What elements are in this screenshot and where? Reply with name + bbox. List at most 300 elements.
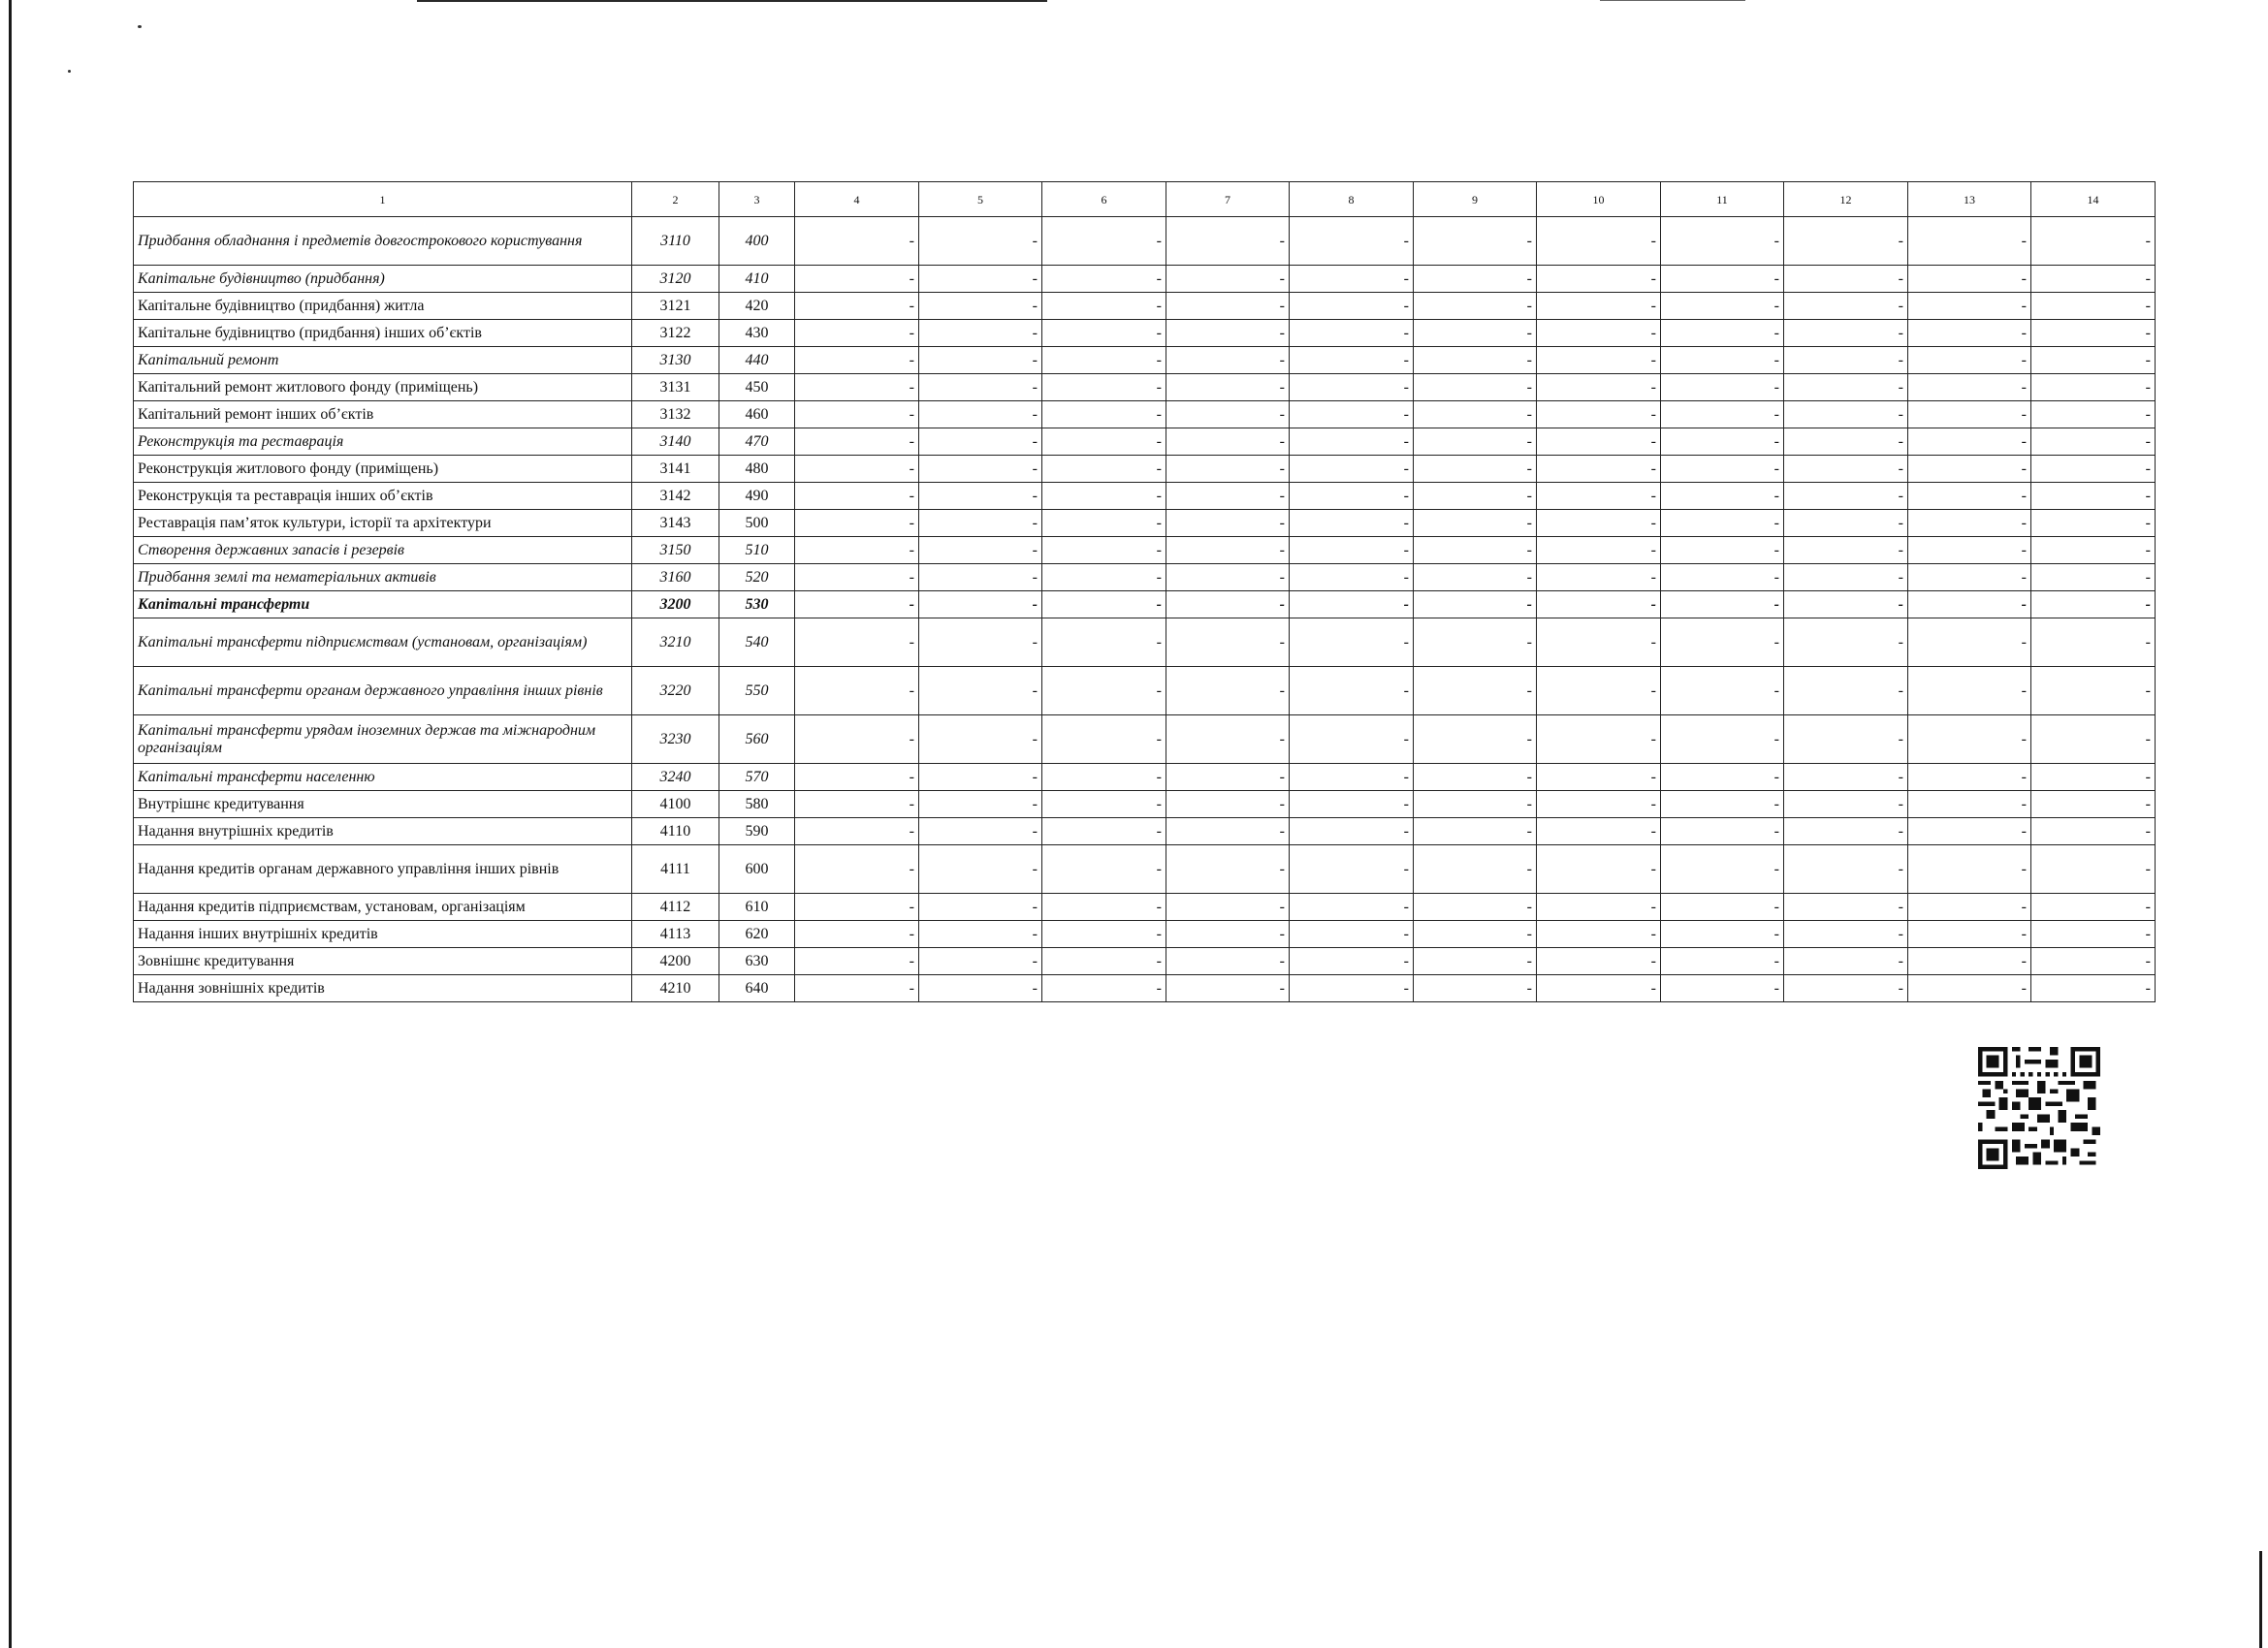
row-line-code: 510 bbox=[719, 537, 795, 564]
row-value-cell: - bbox=[1042, 591, 1166, 618]
row-value-cell: - bbox=[2031, 975, 2156, 1002]
row-kekv-code: 3240 bbox=[632, 764, 719, 791]
row-value-cell: - bbox=[795, 818, 919, 845]
row-kekv-code: 3140 bbox=[632, 428, 719, 456]
row-kekv-code: 4113 bbox=[632, 921, 719, 948]
row-value-cell: - bbox=[1290, 845, 1414, 894]
row-indicator-name: Надання інших внутрішніх кредитів bbox=[134, 921, 632, 948]
row-indicator-name: Зовнішнє кредитування bbox=[134, 948, 632, 975]
row-value-cell: - bbox=[1290, 764, 1414, 791]
row-value-cell: - bbox=[1290, 591, 1414, 618]
row-value-cell: - bbox=[1908, 483, 2031, 510]
row-value-cell: - bbox=[1784, 347, 1908, 374]
row-value-cell: - bbox=[1042, 510, 1166, 537]
row-value-cell: - bbox=[1908, 948, 2031, 975]
row-value-cell: - bbox=[1908, 975, 2031, 1002]
report-table bbox=[133, 181, 2156, 1002]
row-kekv-code: 4111 bbox=[632, 845, 719, 894]
row-value-cell: - bbox=[1166, 217, 1290, 266]
scan-speck bbox=[138, 25, 142, 28]
row-line-code: 420 bbox=[719, 293, 795, 320]
table-row bbox=[134, 975, 2156, 1002]
row-value-cell: - bbox=[795, 428, 919, 456]
row-value-cell: - bbox=[1042, 618, 1166, 667]
row-kekv-code: 3121 bbox=[632, 293, 719, 320]
row-value-cell: - bbox=[1290, 510, 1414, 537]
table-row bbox=[134, 894, 2156, 921]
row-value-cell: - bbox=[1414, 320, 1537, 347]
row-line-code: 480 bbox=[719, 456, 795, 483]
column-number-13: 13 bbox=[1908, 182, 2031, 217]
row-kekv-code: 3142 bbox=[632, 483, 719, 510]
scan-top-line-2 bbox=[1600, 0, 1745, 1]
row-indicator-name: Надання внутрішніх кредитів bbox=[134, 818, 632, 845]
column-number-3: 3 bbox=[719, 182, 795, 217]
row-value-cell: - bbox=[2031, 591, 2156, 618]
row-value-cell: - bbox=[795, 537, 919, 564]
row-value-cell: - bbox=[1042, 537, 1166, 564]
row-value-cell: - bbox=[1661, 764, 1784, 791]
row-indicator-name: Капітальне будівництво (придбання) інших об’єктів bbox=[134, 320, 632, 347]
row-value-cell: - bbox=[1537, 374, 1661, 401]
row-value-cell: - bbox=[1661, 510, 1784, 537]
row-value-cell: - bbox=[1661, 293, 1784, 320]
row-value-cell: - bbox=[919, 948, 1042, 975]
row-value-cell: - bbox=[795, 791, 919, 818]
column-number-6: 6 bbox=[1042, 182, 1166, 217]
row-value-cell: - bbox=[2031, 266, 2156, 293]
row-value-cell: - bbox=[2031, 510, 2156, 537]
row-value-cell: - bbox=[1537, 791, 1661, 818]
row-value-cell: - bbox=[1166, 428, 1290, 456]
row-value-cell: - bbox=[919, 537, 1042, 564]
row-value-cell: - bbox=[1166, 845, 1290, 894]
row-kekv-code: 3110 bbox=[632, 217, 719, 266]
row-value-cell: - bbox=[1414, 764, 1537, 791]
row-indicator-name: Реставрація пам’яток культури, історії та архітектури bbox=[134, 510, 632, 537]
row-value-cell: - bbox=[1166, 715, 1290, 764]
row-line-code: 440 bbox=[719, 347, 795, 374]
row-value-cell: - bbox=[1166, 564, 1290, 591]
row-indicator-name: Капітальні трансферти населенню bbox=[134, 764, 632, 791]
row-indicator-name: Капітальні трансферти органам державного управління інших рівнів bbox=[134, 667, 632, 715]
row-value-cell: - bbox=[2031, 347, 2156, 374]
row-value-cell: - bbox=[1166, 591, 1290, 618]
scan-left-edge bbox=[9, 0, 12, 1648]
row-value-cell: - bbox=[2031, 320, 2156, 347]
row-line-code: 450 bbox=[719, 374, 795, 401]
row-value-cell: - bbox=[1166, 791, 1290, 818]
row-value-cell: - bbox=[1784, 320, 1908, 347]
row-value-cell: - bbox=[1908, 618, 2031, 667]
table-row bbox=[134, 618, 2156, 667]
row-indicator-name: Капітальні трансферти підприємствам (установам, організаціям) bbox=[134, 618, 632, 667]
row-line-code: 500 bbox=[719, 510, 795, 537]
row-value-cell: - bbox=[1166, 975, 1290, 1002]
column-number-9: 9 bbox=[1414, 182, 1537, 217]
row-value-cell: - bbox=[795, 715, 919, 764]
row-value-cell: - bbox=[2031, 401, 2156, 428]
row-value-cell: - bbox=[1908, 456, 2031, 483]
row-value-cell: - bbox=[1784, 266, 1908, 293]
row-value-cell: - bbox=[1042, 266, 1166, 293]
table-row bbox=[134, 667, 2156, 715]
row-value-cell: - bbox=[2031, 217, 2156, 266]
row-value-cell: - bbox=[1784, 894, 1908, 921]
row-value-cell: - bbox=[1537, 456, 1661, 483]
row-value-cell: - bbox=[1166, 483, 1290, 510]
row-kekv-code: 3210 bbox=[632, 618, 719, 667]
row-value-cell: - bbox=[1290, 483, 1414, 510]
row-value-cell: - bbox=[1661, 347, 1784, 374]
row-kekv-code: 4100 bbox=[632, 791, 719, 818]
row-line-code: 640 bbox=[719, 975, 795, 1002]
row-value-cell: - bbox=[1042, 921, 1166, 948]
row-value-cell: - bbox=[1537, 715, 1661, 764]
row-value-cell: - bbox=[919, 894, 1042, 921]
row-value-cell: - bbox=[1414, 293, 1537, 320]
row-value-cell: - bbox=[1661, 564, 1784, 591]
row-kekv-code: 3230 bbox=[632, 715, 719, 764]
row-value-cell: - bbox=[2031, 483, 2156, 510]
row-indicator-name: Придбання обладнання і предметів довгострокового користування bbox=[134, 217, 632, 266]
row-value-cell: - bbox=[795, 401, 919, 428]
row-value-cell: - bbox=[919, 483, 1042, 510]
row-value-cell: - bbox=[1908, 374, 2031, 401]
row-kekv-code: 3131 bbox=[632, 374, 719, 401]
row-value-cell: - bbox=[1908, 428, 2031, 456]
row-value-cell: - bbox=[1784, 428, 1908, 456]
row-value-cell: - bbox=[1042, 818, 1166, 845]
row-indicator-name: Реконструкція та реставрація інших об’єктів bbox=[134, 483, 632, 510]
row-value-cell: - bbox=[1166, 320, 1290, 347]
row-value-cell: - bbox=[1042, 320, 1166, 347]
row-value-cell: - bbox=[1661, 374, 1784, 401]
row-value-cell: - bbox=[919, 266, 1042, 293]
row-value-cell: - bbox=[919, 510, 1042, 537]
row-value-cell: - bbox=[919, 564, 1042, 591]
row-value-cell: - bbox=[1661, 266, 1784, 293]
row-value-cell: - bbox=[919, 818, 1042, 845]
row-value-cell: - bbox=[1290, 975, 1414, 1002]
row-value-cell: - bbox=[1290, 374, 1414, 401]
row-value-cell: - bbox=[1290, 948, 1414, 975]
row-value-cell: - bbox=[1042, 791, 1166, 818]
row-value-cell: - bbox=[795, 764, 919, 791]
row-value-cell: - bbox=[1414, 791, 1537, 818]
row-value-cell: - bbox=[1908, 293, 2031, 320]
row-value-cell: - bbox=[1042, 975, 1166, 1002]
row-value-cell: - bbox=[1784, 456, 1908, 483]
row-value-cell: - bbox=[1414, 715, 1537, 764]
row-value-cell: - bbox=[2031, 948, 2156, 975]
row-value-cell: - bbox=[1290, 715, 1414, 764]
row-value-cell: - bbox=[1290, 818, 1414, 845]
row-value-cell: - bbox=[2031, 894, 2156, 921]
row-value-cell: - bbox=[1166, 818, 1290, 845]
column-number-7: 7 bbox=[1166, 182, 1290, 217]
row-indicator-name: Придбання землі та нематеріальних активів bbox=[134, 564, 632, 591]
row-line-code: 410 bbox=[719, 266, 795, 293]
row-value-cell: - bbox=[919, 401, 1042, 428]
row-value-cell: - bbox=[2031, 456, 2156, 483]
column-number-1: 1 bbox=[134, 182, 632, 217]
row-value-cell: - bbox=[1290, 667, 1414, 715]
row-value-cell: - bbox=[1784, 791, 1908, 818]
row-value-cell: - bbox=[1414, 266, 1537, 293]
row-value-cell: - bbox=[1537, 320, 1661, 347]
table-row bbox=[134, 266, 2156, 293]
row-value-cell: - bbox=[1661, 217, 1784, 266]
row-kekv-code: 3150 bbox=[632, 537, 719, 564]
row-value-cell: - bbox=[1414, 510, 1537, 537]
row-value-cell: - bbox=[2031, 618, 2156, 667]
row-indicator-name: Надання кредитів підприємствам, установам, організаціям bbox=[134, 894, 632, 921]
row-value-cell: - bbox=[1537, 537, 1661, 564]
row-value-cell: - bbox=[1784, 975, 1908, 1002]
row-value-cell: - bbox=[919, 320, 1042, 347]
row-kekv-code: 3122 bbox=[632, 320, 719, 347]
row-value-cell: - bbox=[1290, 791, 1414, 818]
row-value-cell: - bbox=[1042, 948, 1166, 975]
row-value-cell: - bbox=[1042, 347, 1166, 374]
row-value-cell: - bbox=[919, 715, 1042, 764]
row-value-cell: - bbox=[1537, 764, 1661, 791]
row-kekv-code: 3200 bbox=[632, 591, 719, 618]
row-value-cell: - bbox=[1784, 401, 1908, 428]
row-value-cell: - bbox=[1166, 347, 1290, 374]
row-value-cell: - bbox=[795, 456, 919, 483]
table-row bbox=[134, 456, 2156, 483]
row-kekv-code: 4210 bbox=[632, 975, 719, 1002]
row-value-cell: - bbox=[1414, 894, 1537, 921]
row-value-cell: - bbox=[1042, 715, 1166, 764]
row-value-cell: - bbox=[795, 975, 919, 1002]
row-value-cell: - bbox=[795, 564, 919, 591]
row-value-cell: - bbox=[795, 320, 919, 347]
row-value-cell: - bbox=[1537, 428, 1661, 456]
row-value-cell: - bbox=[1537, 483, 1661, 510]
row-value-cell: - bbox=[1908, 591, 2031, 618]
row-line-code: 610 bbox=[719, 894, 795, 921]
row-value-cell: - bbox=[919, 791, 1042, 818]
row-indicator-name: Реконструкція житлового фонду (приміщень) bbox=[134, 456, 632, 483]
table-row bbox=[134, 564, 2156, 591]
table-row bbox=[134, 818, 2156, 845]
row-value-cell: - bbox=[795, 618, 919, 667]
row-value-cell: - bbox=[1537, 217, 1661, 266]
row-value-cell: - bbox=[1537, 618, 1661, 667]
row-value-cell: - bbox=[1537, 266, 1661, 293]
row-value-cell: - bbox=[1414, 428, 1537, 456]
column-number-10: 10 bbox=[1537, 182, 1661, 217]
row-value-cell: - bbox=[795, 845, 919, 894]
row-value-cell: - bbox=[1537, 921, 1661, 948]
row-value-cell: - bbox=[1784, 537, 1908, 564]
row-kekv-code: 3220 bbox=[632, 667, 719, 715]
row-kekv-code: 3130 bbox=[632, 347, 719, 374]
row-value-cell: - bbox=[1908, 537, 2031, 564]
row-value-cell: - bbox=[795, 374, 919, 401]
row-value-cell: - bbox=[795, 266, 919, 293]
row-value-cell: - bbox=[2031, 667, 2156, 715]
row-value-cell: - bbox=[919, 764, 1042, 791]
row-value-cell: - bbox=[795, 293, 919, 320]
row-value-cell: - bbox=[2031, 564, 2156, 591]
row-value-cell: - bbox=[1166, 764, 1290, 791]
row-value-cell: - bbox=[2031, 293, 2156, 320]
row-value-cell: - bbox=[919, 428, 1042, 456]
column-number-11: 11 bbox=[1661, 182, 1784, 217]
row-value-cell: - bbox=[2031, 791, 2156, 818]
row-value-cell: - bbox=[1290, 564, 1414, 591]
row-value-cell: - bbox=[1784, 564, 1908, 591]
row-value-cell: - bbox=[1537, 894, 1661, 921]
row-value-cell: - bbox=[795, 510, 919, 537]
scan-right-edge bbox=[2259, 1551, 2262, 1648]
row-value-cell: - bbox=[1042, 845, 1166, 894]
row-value-cell: - bbox=[1166, 266, 1290, 293]
row-indicator-name: Капітальні трансферти bbox=[134, 591, 632, 618]
row-indicator-name: Створення державних запасів і резервів bbox=[134, 537, 632, 564]
row-value-cell: - bbox=[919, 921, 1042, 948]
row-kekv-code: 4112 bbox=[632, 894, 719, 921]
column-number-row bbox=[134, 182, 2156, 217]
table-row bbox=[134, 510, 2156, 537]
row-kekv-code: 3141 bbox=[632, 456, 719, 483]
row-value-cell: - bbox=[1908, 715, 2031, 764]
row-value-cell: - bbox=[1661, 618, 1784, 667]
row-value-cell: - bbox=[795, 921, 919, 948]
row-value-cell: - bbox=[1784, 715, 1908, 764]
column-number-4: 4 bbox=[795, 182, 919, 217]
row-line-code: 540 bbox=[719, 618, 795, 667]
row-value-cell: - bbox=[1908, 921, 2031, 948]
row-value-cell: - bbox=[1290, 921, 1414, 948]
row-kekv-code: 3160 bbox=[632, 564, 719, 591]
row-value-cell: - bbox=[1290, 217, 1414, 266]
row-kekv-code: 4200 bbox=[632, 948, 719, 975]
row-line-code: 590 bbox=[719, 818, 795, 845]
row-value-cell: - bbox=[919, 217, 1042, 266]
row-line-code: 530 bbox=[719, 591, 795, 618]
row-value-cell: - bbox=[1784, 764, 1908, 791]
row-value-cell: - bbox=[795, 894, 919, 921]
row-value-cell: - bbox=[919, 374, 1042, 401]
row-value-cell: - bbox=[1414, 564, 1537, 591]
table-row bbox=[134, 217, 2156, 266]
row-value-cell: - bbox=[1042, 217, 1166, 266]
row-value-cell: - bbox=[1661, 948, 1784, 975]
row-value-cell: - bbox=[795, 347, 919, 374]
row-value-cell: - bbox=[1908, 320, 2031, 347]
row-value-cell: - bbox=[1661, 401, 1784, 428]
row-line-code: 550 bbox=[719, 667, 795, 715]
row-value-cell: - bbox=[1414, 921, 1537, 948]
row-value-cell: - bbox=[1166, 894, 1290, 921]
row-line-code: 460 bbox=[719, 401, 795, 428]
row-value-cell: - bbox=[1661, 428, 1784, 456]
row-value-cell: - bbox=[1042, 564, 1166, 591]
report-table-body bbox=[134, 182, 2156, 1002]
row-value-cell: - bbox=[1784, 845, 1908, 894]
row-value-cell: - bbox=[1537, 845, 1661, 894]
table-row bbox=[134, 374, 2156, 401]
row-value-cell: - bbox=[919, 975, 1042, 1002]
row-value-cell: - bbox=[1414, 537, 1537, 564]
row-value-cell: - bbox=[2031, 921, 2156, 948]
row-line-code: 400 bbox=[719, 217, 795, 266]
row-value-cell: - bbox=[1661, 791, 1784, 818]
row-value-cell: - bbox=[1414, 667, 1537, 715]
row-value-cell: - bbox=[919, 293, 1042, 320]
table-row bbox=[134, 401, 2156, 428]
row-value-cell: - bbox=[1661, 845, 1784, 894]
table-row bbox=[134, 715, 2156, 764]
row-value-cell: - bbox=[1042, 456, 1166, 483]
row-value-cell: - bbox=[1166, 374, 1290, 401]
row-value-cell: - bbox=[1042, 764, 1166, 791]
row-value-cell: - bbox=[1166, 401, 1290, 428]
row-value-cell: - bbox=[1166, 510, 1290, 537]
row-value-cell: - bbox=[2031, 374, 2156, 401]
row-value-cell: - bbox=[1908, 791, 2031, 818]
row-value-cell: - bbox=[1908, 266, 2031, 293]
row-value-cell: - bbox=[1537, 591, 1661, 618]
row-value-cell: - bbox=[1537, 948, 1661, 975]
row-value-cell: - bbox=[1290, 618, 1414, 667]
table-row bbox=[134, 428, 2156, 456]
row-value-cell: - bbox=[795, 591, 919, 618]
scan-top-line bbox=[417, 0, 1047, 2]
row-indicator-name: Капітальне будівництво (придбання) bbox=[134, 266, 632, 293]
row-line-code: 430 bbox=[719, 320, 795, 347]
row-indicator-name: Капітальне будівництво (придбання) житла bbox=[134, 293, 632, 320]
row-value-cell: - bbox=[1908, 217, 2031, 266]
row-value-cell: - bbox=[1414, 374, 1537, 401]
row-kekv-code: 3120 bbox=[632, 266, 719, 293]
column-number-8: 8 bbox=[1290, 182, 1414, 217]
column-number-2: 2 bbox=[632, 182, 719, 217]
row-value-cell: - bbox=[1290, 894, 1414, 921]
column-number-5: 5 bbox=[919, 182, 1042, 217]
row-value-cell: - bbox=[1166, 537, 1290, 564]
row-value-cell: - bbox=[1661, 818, 1784, 845]
row-value-cell: - bbox=[1042, 483, 1166, 510]
row-value-cell: - bbox=[1537, 293, 1661, 320]
row-kekv-code: 3143 bbox=[632, 510, 719, 537]
row-value-cell: - bbox=[1908, 818, 2031, 845]
row-value-cell: - bbox=[1908, 764, 2031, 791]
row-value-cell: - bbox=[1537, 667, 1661, 715]
row-value-cell: - bbox=[1784, 591, 1908, 618]
row-indicator-name: Капітальний ремонт житлового фонду (приміщень) bbox=[134, 374, 632, 401]
row-line-code: 600 bbox=[719, 845, 795, 894]
table-row bbox=[134, 764, 2156, 791]
row-value-cell: - bbox=[919, 618, 1042, 667]
row-value-cell: - bbox=[1166, 667, 1290, 715]
row-value-cell: - bbox=[1908, 845, 2031, 894]
row-value-cell: - bbox=[795, 483, 919, 510]
row-value-cell: - bbox=[1414, 845, 1537, 894]
row-value-cell: - bbox=[1414, 591, 1537, 618]
row-value-cell: - bbox=[1661, 667, 1784, 715]
row-value-cell: - bbox=[1537, 564, 1661, 591]
row-value-cell: - bbox=[919, 347, 1042, 374]
row-line-code: 520 bbox=[719, 564, 795, 591]
row-value-cell: - bbox=[1784, 293, 1908, 320]
row-value-cell: - bbox=[1042, 667, 1166, 715]
